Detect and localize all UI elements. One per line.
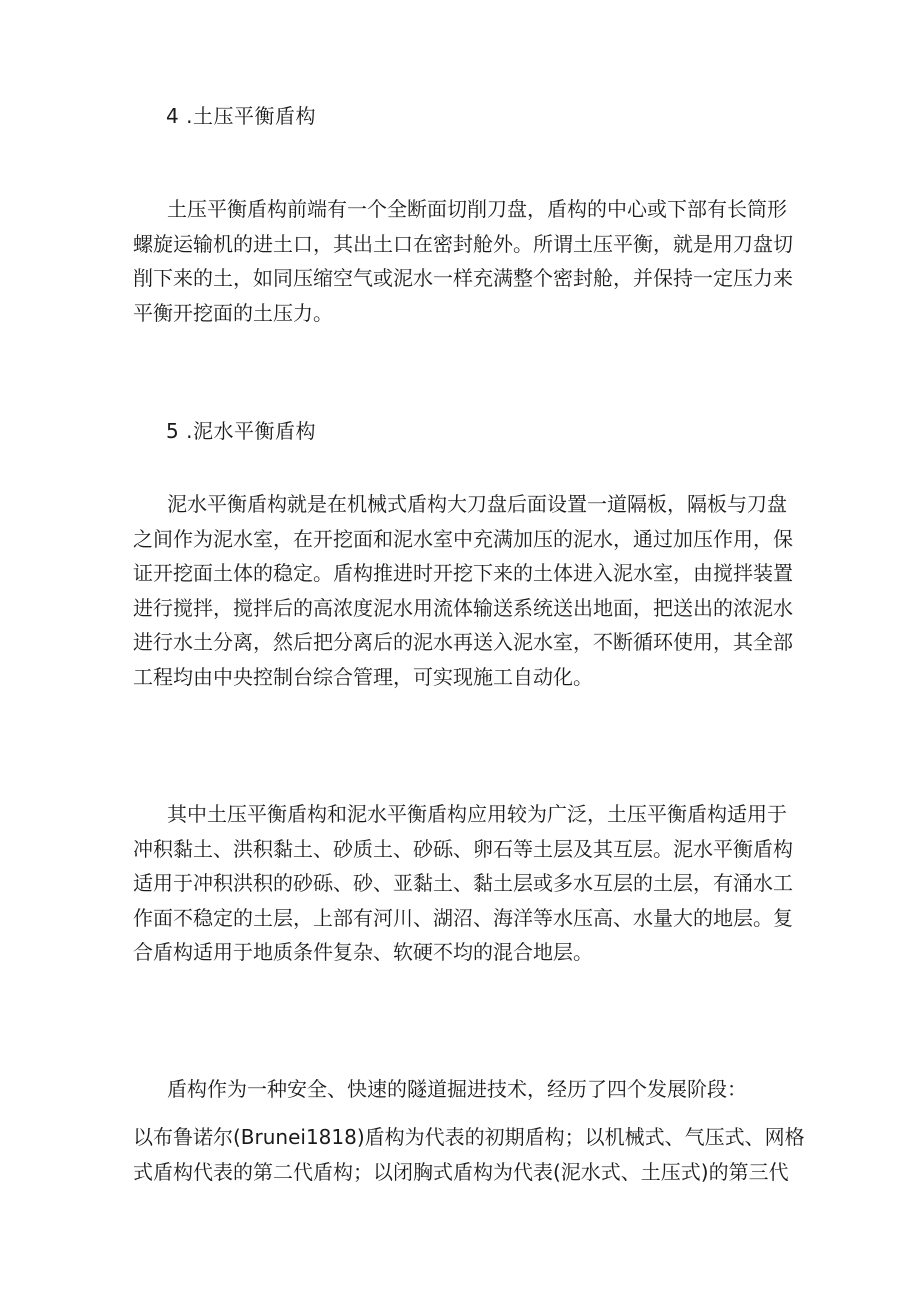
text-line: 工程均由中央控制台综合管理，可实现施工自动化。: [133, 664, 593, 689]
text-line: 以布鲁诺尔(Brunei1818)盾构为代表的初期盾构；以机械式、气压式、网格: [133, 1125, 805, 1149]
paragraph-slurry-pressure: [133, 487, 793, 694]
text-line: 式盾构代表的第二代盾构；以闭胸式盾构为代表(泥水式、土压式)的第三代: [133, 1159, 789, 1184]
text-line: 适用于冲积洪积的砂砾、砂、亚黏土、黏土层或多水互层的土层，有涌水工: [133, 871, 793, 895]
text-line: 其中土压平衡盾构和泥水平衡盾构应用较为广泛，土压平衡盾构适用于: [167, 802, 787, 826]
paragraph-history-intro: [133, 1072, 793, 1107]
text-line: 平衡开挖面的土压力。: [133, 300, 333, 325]
text-line: 合盾构适用于地质条件复杂、软硬不均的混合地层。: [133, 940, 593, 964]
text-line: 作面不稳定的土层，上部有河川、湖沼、海洋等水压高、水量大的地层。复: [133, 905, 793, 930]
text-line: 冲积黏土、洪积黏土、砂质土、砂砾、卵石等土层及其互层。泥水平衡盾构: [133, 836, 793, 861]
text-line: 证开挖面土体的稳定。盾构推进时开挖下来的土体进入泥水室，由搅拌装置: [133, 561, 793, 585]
text-line: 削下来的土，如同压缩空气或泥水一样充满整个密封舱，并保持一定压力来: [133, 266, 793, 290]
paragraph-applications: [133, 797, 793, 970]
text-line: 土压平衡盾构前端有一个全断面切削刀盘，盾构的中心或下部有长筒形: [167, 197, 787, 221]
text-line: 盾构作为一种安全、快速的隧道掘进技术，经历了四个发展阶段：: [167, 1077, 747, 1101]
text-line: 泥水平衡盾构就是在机械式盾构大刀盘后面设置一道隔板，隔板与刀盘: [167, 492, 787, 516]
text-line: 之间作为泥水室，在开挖面和泥水室中充满加压的泥水，通过加压作用，保: [133, 526, 793, 551]
text-line: 进行搅拌，搅拌后的高浓度泥水用流体输送系统送出地面，把送出的浓泥水: [133, 595, 793, 620]
text-line: 进行水土分离，然后把分离后的泥水再送入泥水室，不断循环使用，其全部: [133, 630, 793, 654]
section-heading-5: 5 .泥水平衡盾构: [166, 419, 316, 443]
section-heading-4: 4 .土压平衡盾构: [166, 104, 316, 128]
paragraph-earth-pressure: [133, 192, 793, 330]
text-line: 螺旋运输机的进土口，其出土口在密封舱外。所谓土压平衡，就是用刀盘切: [133, 231, 793, 256]
paragraph-history-stages: [133, 1120, 805, 1189]
